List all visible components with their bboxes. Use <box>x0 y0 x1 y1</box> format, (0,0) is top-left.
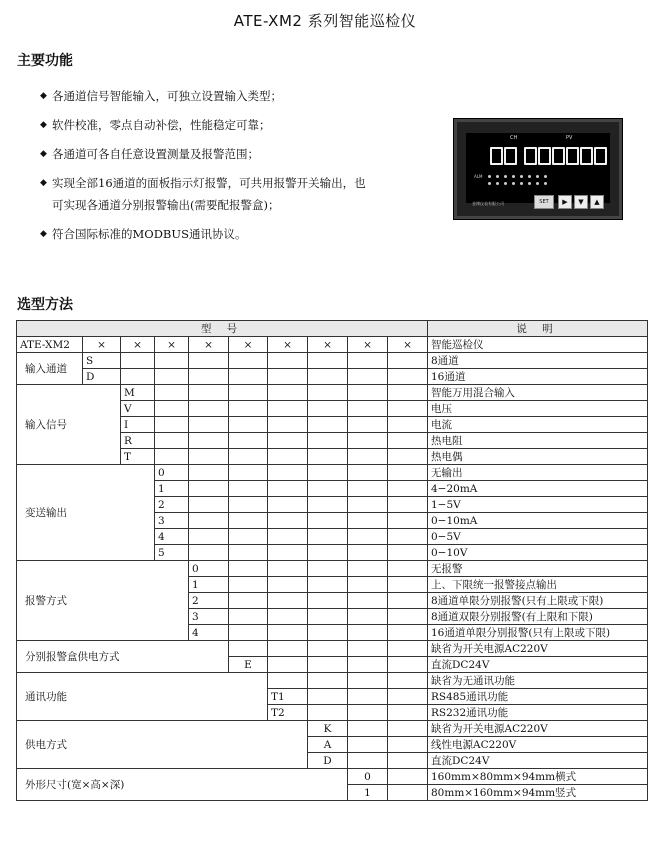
instrument-display <box>466 133 610 203</box>
feature-text: 符合国际标准的MODBUS通讯协议。 <box>52 227 247 241</box>
alarm-led-icon <box>496 182 499 185</box>
digit-segment <box>490 147 503 165</box>
feature-item <box>40 117 420 133</box>
alarm-led-icon <box>488 182 491 185</box>
placeholder-x: × <box>189 337 229 353</box>
alarm-led-icon <box>504 175 507 178</box>
diamond-bullet-icon: ◆ <box>40 178 47 188</box>
placeholder-x: × <box>229 337 268 353</box>
desc-cell: 缺省为开关电源AC220V <box>428 641 648 657</box>
code-cell: D <box>308 753 348 769</box>
feature-text-continued: 可实现各通道分别报警输出(需要配报警盒)； <box>52 198 280 212</box>
desc-cell: 8通道 <box>428 353 648 369</box>
group-alarm-mode: 报警方式 <box>17 561 189 641</box>
desc-cell: 直流DC24V <box>428 657 648 673</box>
placeholder-x: × <box>348 337 388 353</box>
placeholder-x: × <box>83 337 121 353</box>
diamond-bullet-icon: ◆ <box>40 91 47 101</box>
group-size: 外形尺寸(宽×高×深) <box>17 769 348 801</box>
table-row <box>17 561 648 577</box>
code-cell: R <box>121 433 155 449</box>
group-transmit-output: 变送输出 <box>17 465 155 561</box>
feature-item <box>40 175 420 213</box>
desc-cell: 80mm×160mm×94mm竖式 <box>428 785 648 801</box>
alarm-led-icon <box>528 175 531 178</box>
model-name: ATE-XM2 <box>17 337 83 353</box>
group-input-channels: 输入通道 <box>17 353 83 385</box>
alarm-led-icon <box>520 182 523 185</box>
alarm-led-icon <box>520 175 523 178</box>
code-cell: 0 <box>155 465 189 481</box>
selection-heading: 选型方法 <box>17 297 73 313</box>
page-title: ATE-XM2 系列智能巡检仪 <box>233 12 417 30</box>
feature-text: 软件校准，零点自动补偿，性能稳定可靠； <box>52 118 271 132</box>
diamond-bullet-icon: ◆ <box>40 120 47 130</box>
code-cell: 2 <box>189 593 229 609</box>
code-cell: 3 <box>155 513 189 529</box>
table-row <box>17 321 648 337</box>
down-arrow-icon[interactable]: ▼ <box>574 195 588 209</box>
desc-cell: 16通道单限分别报警(只有上限或下限) <box>428 625 648 641</box>
table-row <box>17 673 648 689</box>
instrument-alm-label: ALM <box>474 174 483 179</box>
up-arrow-icon[interactable]: ▲ <box>590 195 604 209</box>
table-row <box>17 353 648 369</box>
table-row <box>17 465 648 481</box>
alarm-led-icon <box>536 182 539 185</box>
placeholder-x: × <box>308 337 348 353</box>
feature-list <box>40 88 420 255</box>
features-heading: 主要功能 <box>17 53 73 69</box>
feature-item <box>40 226 420 242</box>
placeholder-x: × <box>155 337 189 353</box>
digit-segment <box>580 147 593 165</box>
code-cell: E <box>229 657 268 673</box>
diamond-bullet-icon: ◆ <box>40 229 47 239</box>
code-cell: T1 <box>268 689 308 705</box>
code-cell: 2 <box>155 497 189 513</box>
alarm-led-icon <box>536 175 539 178</box>
code-cell: V <box>121 401 155 417</box>
alarm-led-icon <box>488 175 491 178</box>
group-alarm-box-power: 分别报警盒供电方式 <box>17 641 229 673</box>
instrument-panel-image <box>453 118 623 220</box>
group-input-signal: 输入信号 <box>17 385 121 465</box>
alarm-led-icon <box>504 182 507 185</box>
digit-segment <box>524 147 537 165</box>
feature-text: 各通道信号智能输入，可独立设置输入类型； <box>52 89 282 103</box>
code-cell: K <box>308 721 348 737</box>
table-row <box>17 337 648 353</box>
code-cell: M <box>121 385 155 401</box>
desc-cell: 智能万用混合输入 <box>428 385 648 401</box>
desc-cell: 8通道单限分别报警(只有上限或下限) <box>428 593 648 609</box>
code-cell: S <box>83 353 121 369</box>
desc-cell: 无报警 <box>428 561 648 577</box>
table-row <box>17 385 648 401</box>
desc-cell: 8通道双限分别报警(有上限和下限) <box>428 609 648 625</box>
table-row <box>17 641 648 657</box>
alarm-led-icon <box>512 182 515 185</box>
desc-cell: 热电偶 <box>428 449 648 465</box>
desc-cell: 160mm×80mm×94mm横式 <box>428 769 648 785</box>
feature-text: 各通道可各自任意设置测量及报警范围； <box>52 147 259 161</box>
selection-table <box>16 320 648 801</box>
placeholder-x: × <box>388 337 428 353</box>
desc-cell: RS485通讯功能 <box>428 689 648 705</box>
diamond-bullet-icon: ◆ <box>40 149 47 159</box>
code-cell: 4 <box>155 529 189 545</box>
model-description: 智能巡检仪 <box>428 337 648 353</box>
alarm-led-icon <box>528 182 531 185</box>
code-cell: 4 <box>189 625 229 641</box>
table-row <box>17 369 648 385</box>
desc-cell: 4−20mA <box>428 481 648 497</box>
desc-cell: 1−5V <box>428 497 648 513</box>
code-cell: 1 <box>189 577 229 593</box>
right-arrow-icon[interactable]: ▶ <box>558 195 572 209</box>
feature-item <box>40 88 420 104</box>
set-button[interactable]: SET <box>534 195 554 209</box>
code-cell: 0 <box>189 561 229 577</box>
placeholder-x: × <box>121 337 155 353</box>
desc-cell: 无输出 <box>428 465 648 481</box>
group-comm: 通讯功能 <box>17 673 268 721</box>
instrument-pv-label: PV <box>566 135 573 141</box>
feature-text: 实现全部16通道的面板指示灯报警，可共用报警开关输出，也 <box>52 176 366 190</box>
digit-segment <box>594 147 607 165</box>
desc-cell: 16通道 <box>428 369 648 385</box>
header-model: 型 号 <box>17 321 428 337</box>
code-cell: I <box>121 417 155 433</box>
feature-item <box>40 146 420 162</box>
digit-segment <box>552 147 565 165</box>
code-cell: 3 <box>189 609 229 625</box>
alarm-led-icon <box>496 175 499 178</box>
code-cell: D <box>83 369 121 385</box>
desc-cell: 电压 <box>428 401 648 417</box>
code-cell: 5 <box>155 545 189 561</box>
instrument-ch-label: CH <box>510 135 518 141</box>
code-cell: T2 <box>268 705 308 721</box>
alarm-led-icon <box>544 175 547 178</box>
placeholder-x: × <box>268 337 308 353</box>
digit-segment <box>504 147 517 165</box>
instrument-brand-label: 金博仪表有限公司 <box>472 201 504 206</box>
desc-cell: 上、下限统一报警接点输出 <box>428 577 648 593</box>
desc-cell: 0−10mA <box>428 513 648 529</box>
desc-cell: 0−5V <box>428 529 648 545</box>
desc-cell: 缺省为开关电源AC220V <box>428 721 648 737</box>
alarm-led-icon <box>544 182 547 185</box>
desc-cell: 直流DC24V <box>428 753 648 769</box>
desc-cell: RS232通讯功能 <box>428 705 648 721</box>
desc-cell: 线性电源AC220V <box>428 737 648 753</box>
desc-cell: 0−10V <box>428 545 648 561</box>
group-power: 供电方式 <box>17 721 308 769</box>
table-row <box>17 721 648 737</box>
desc-cell: 热电阻 <box>428 433 648 449</box>
table-row <box>17 769 648 785</box>
code-cell: T <box>121 449 155 465</box>
code-cell: A <box>308 737 348 753</box>
digit-segment <box>566 147 579 165</box>
alarm-led-icon <box>512 175 515 178</box>
code-cell: 0 <box>348 769 388 785</box>
desc-cell: 缺省为无通讯功能 <box>428 673 648 689</box>
desc-cell: 电流 <box>428 417 648 433</box>
digit-segment <box>538 147 551 165</box>
header-description: 说 明 <box>428 321 648 337</box>
code-cell: 1 <box>155 481 189 497</box>
code-cell: 1 <box>348 785 388 801</box>
